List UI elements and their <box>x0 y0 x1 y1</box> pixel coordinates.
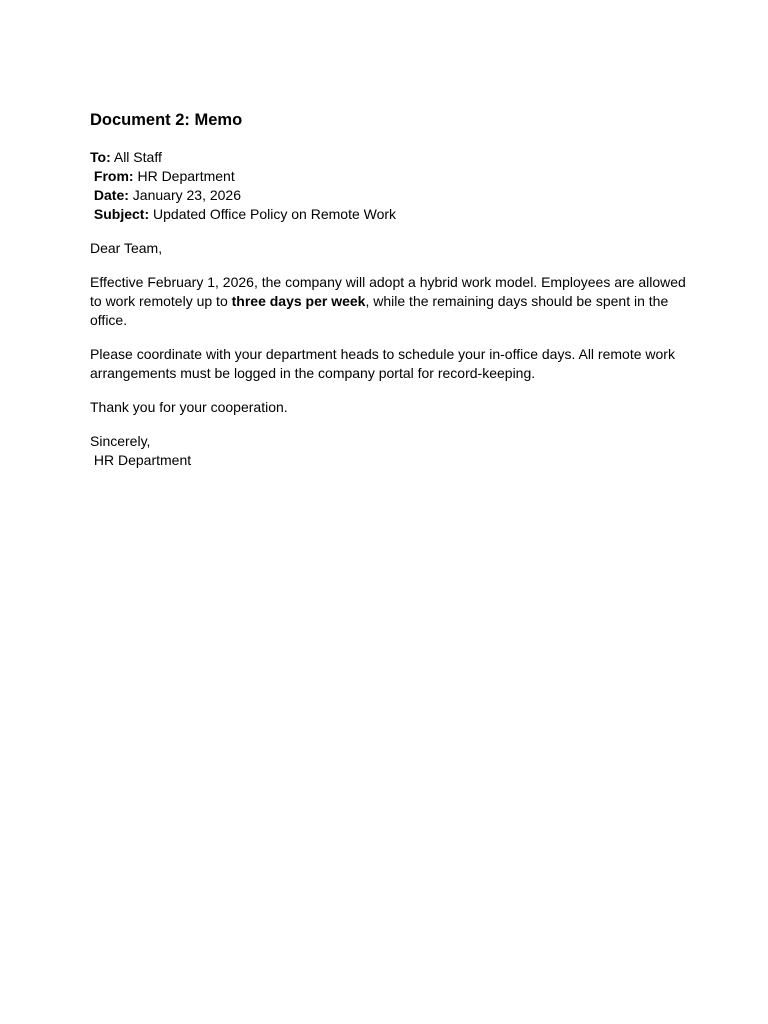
date-label: Date: <box>93 187 129 203</box>
policy-text-after: , while the remaining days should be spent in the office. <box>90 293 669 328</box>
policy-text-before: Effective February 1, 2026, the company will adopt a hybrid work model. Employees are allowed to work remotely up to <box>90 274 686 309</box>
subject-line <box>90 205 690 224</box>
document-title: Document 2: Memo <box>90 111 243 129</box>
greeting: Dear Team, <box>90 240 163 256</box>
to-line <box>90 148 690 167</box>
memo-document <box>90 108 690 470</box>
from-line <box>90 167 690 186</box>
to-label: To: <box>90 149 111 165</box>
memo-header <box>90 148 690 224</box>
date-value: January 23, 2026 <box>128 187 241 203</box>
signature-line <box>90 451 690 470</box>
signoff: Sincerely, <box>90 433 151 449</box>
date-line <box>90 186 690 205</box>
subject-label: Subject: <box>93 206 150 222</box>
from-label: From: <box>93 168 134 184</box>
subject-value: Updated Office Policy on Remote Work <box>149 206 397 222</box>
to-value: All Staff <box>110 149 162 165</box>
from-value: HR Department <box>133 168 235 184</box>
signature: HR Department <box>93 452 192 468</box>
policy-emphasis: three days per week <box>231 293 366 309</box>
closing-thanks: Thank you for your cooperation. <box>90 399 288 415</box>
policy-paragraph <box>90 273 690 330</box>
coordination-paragraph: Please coordinate with your department heads to schedule your in-office days. All remote work arrangements must be logged in the company portal for record-keeping. <box>90 346 675 381</box>
signoff-block <box>90 432 690 470</box>
